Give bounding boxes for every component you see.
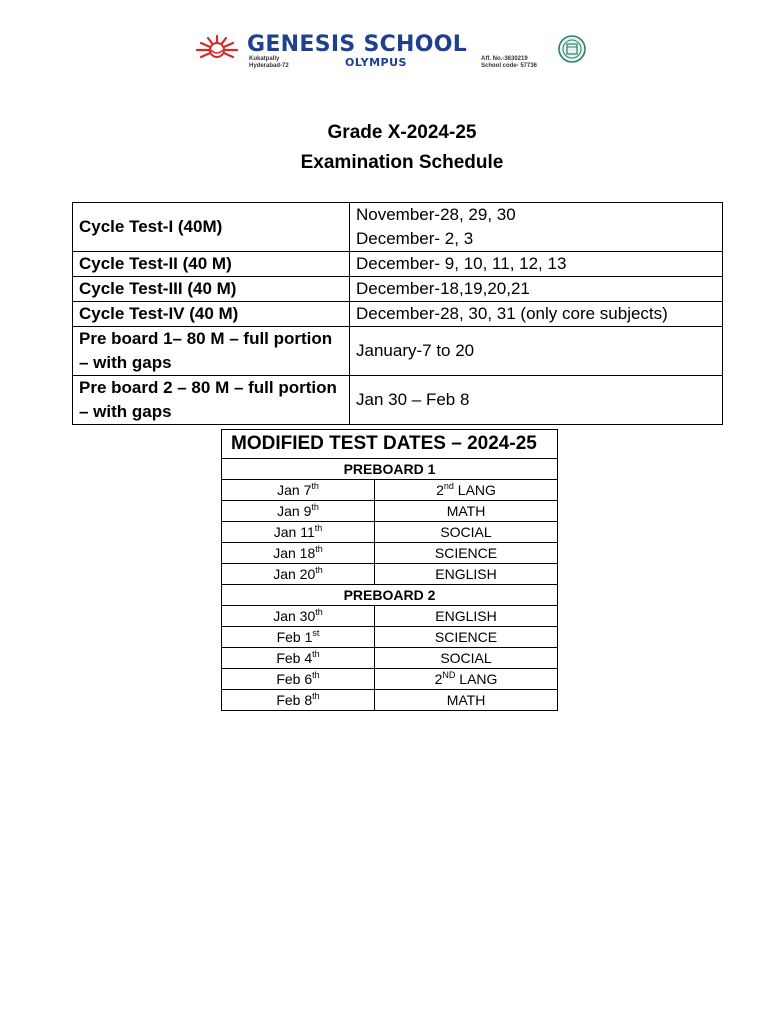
section-name: PREBOARD 1 bbox=[222, 459, 558, 480]
subject-suffix: ND bbox=[442, 670, 456, 680]
test-date bbox=[222, 522, 375, 543]
exam-date-line: Jan 30 – Feb 8 bbox=[356, 390, 470, 409]
modified-title: MODIFIED TEST DATES – 2024-25 bbox=[222, 430, 558, 459]
test-date bbox=[222, 480, 375, 501]
exam-name: Cycle Test-I (40M) bbox=[73, 203, 350, 252]
subject-text: MATH bbox=[446, 503, 486, 519]
date-suffix: th bbox=[312, 649, 320, 659]
school-name: GENESIS SCHOOL bbox=[247, 32, 468, 57]
board-emblem-icon bbox=[554, 34, 590, 64]
test-subject bbox=[375, 669, 558, 690]
date-suffix: th bbox=[315, 544, 323, 554]
test-date-row bbox=[222, 480, 558, 501]
date-suffix: th bbox=[312, 670, 320, 680]
exam-name: Pre board 1– 80 M – full portion – with gaps bbox=[73, 327, 350, 376]
date-text: Jan 18 bbox=[273, 545, 316, 561]
test-date bbox=[222, 669, 375, 690]
test-subject bbox=[375, 480, 558, 501]
subject-text: LANG bbox=[455, 671, 498, 687]
exam-name: Pre board 2 – 80 M – full portion – with gaps bbox=[73, 376, 350, 425]
subject-suffix: nd bbox=[443, 481, 454, 491]
date-text: Jan 30 bbox=[273, 608, 316, 624]
test-date-row bbox=[222, 669, 558, 690]
subject-text: LANG bbox=[453, 482, 496, 498]
test-date-row bbox=[222, 606, 558, 627]
subject-text: ENGLISH bbox=[435, 566, 497, 582]
exam-dates bbox=[350, 302, 723, 327]
exam-dates bbox=[350, 327, 723, 376]
test-date-row bbox=[222, 543, 558, 564]
exam-name: Cycle Test-III (40 M) bbox=[73, 277, 350, 302]
schedule-row bbox=[73, 252, 723, 277]
date-text: Jan 20 bbox=[273, 566, 316, 582]
test-date bbox=[222, 564, 375, 585]
school-affiliation: Aff. No.-3630219 School code- 57736 bbox=[481, 56, 538, 69]
schedule-row bbox=[73, 277, 723, 302]
date-suffix: th bbox=[311, 502, 319, 512]
modified-dates-table bbox=[221, 429, 558, 711]
test-date-row bbox=[222, 690, 558, 711]
date-suffix: th bbox=[311, 481, 319, 491]
schedule-row bbox=[73, 203, 723, 252]
exam-name: Cycle Test-II (40 M) bbox=[73, 252, 350, 277]
date-text: Feb 1 bbox=[276, 629, 313, 645]
test-subject bbox=[375, 501, 558, 522]
date-text: Feb 6 bbox=[276, 671, 313, 687]
modified-title-row bbox=[222, 430, 558, 459]
subject-text: SOCIAL bbox=[440, 524, 492, 540]
date-text: Feb 8 bbox=[276, 692, 313, 708]
test-date bbox=[222, 606, 375, 627]
subject-prefix: 2 bbox=[434, 671, 443, 687]
test-subject bbox=[375, 543, 558, 564]
exam-dates bbox=[350, 376, 723, 425]
date-suffix: th bbox=[315, 607, 323, 617]
test-date-row bbox=[222, 522, 558, 543]
test-date-row bbox=[222, 627, 558, 648]
title-schedule: Examination Schedule bbox=[300, 152, 504, 173]
test-date bbox=[222, 690, 375, 711]
date-suffix: th bbox=[314, 523, 323, 533]
test-subject bbox=[375, 648, 558, 669]
date-text: Feb 4 bbox=[276, 650, 313, 666]
exam-dates bbox=[350, 277, 723, 302]
test-subject bbox=[375, 606, 558, 627]
date-text: Jan 7 bbox=[277, 482, 312, 498]
test-subject bbox=[375, 564, 558, 585]
exam-date-line: January-7 to 20 bbox=[356, 341, 475, 360]
sun-logo-icon bbox=[193, 34, 243, 64]
test-date-row bbox=[222, 564, 558, 585]
test-date bbox=[222, 627, 375, 648]
exam-date-line: December-18,19,20,21 bbox=[356, 279, 530, 298]
school-header bbox=[0, 32, 768, 74]
test-subject bbox=[375, 522, 558, 543]
test-date bbox=[222, 501, 375, 522]
schedule-row bbox=[73, 327, 723, 376]
exam-date-line: December- 2, 3 bbox=[356, 229, 474, 248]
exam-date-line: November-28, 29, 30 bbox=[356, 205, 516, 224]
date-suffix: th bbox=[315, 565, 323, 575]
test-date-row bbox=[222, 501, 558, 522]
test-date bbox=[222, 648, 375, 669]
test-subject bbox=[375, 690, 558, 711]
test-date-row bbox=[222, 648, 558, 669]
section-name: PREBOARD 2 bbox=[222, 585, 558, 606]
date-text: Jan 9 bbox=[277, 503, 312, 519]
document-title bbox=[0, 118, 768, 178]
schedule-row bbox=[73, 376, 723, 425]
school-branch: OLYMPUS bbox=[345, 56, 407, 69]
title-grade: Grade X-2024-25 bbox=[327, 122, 477, 143]
subject-text: MATH bbox=[446, 692, 486, 708]
subject-text: SCIENCE bbox=[434, 629, 498, 645]
exam-dates bbox=[350, 203, 723, 252]
exam-dates bbox=[350, 252, 723, 277]
exam-name: Cycle Test-IV (40 M) bbox=[73, 302, 350, 327]
section-header-row bbox=[222, 459, 558, 480]
exam-date-line: December- 9, 10, 11, 12, 13 bbox=[356, 254, 567, 273]
subject-prefix: 2 bbox=[436, 482, 444, 498]
date-suffix: st bbox=[312, 628, 320, 638]
school-address: Kukatpally Hyderabad-72 bbox=[249, 56, 289, 69]
test-subject bbox=[375, 627, 558, 648]
schedule-row bbox=[73, 302, 723, 327]
section-header-row bbox=[222, 585, 558, 606]
subject-text: SCIENCE bbox=[434, 545, 498, 561]
date-text: Jan 11 bbox=[273, 524, 315, 540]
subject-text: ENGLISH bbox=[435, 608, 497, 624]
test-date bbox=[222, 543, 375, 564]
date-suffix: th bbox=[312, 691, 320, 701]
exam-schedule-table bbox=[72, 202, 723, 425]
exam-date-line: December-28, 30, 31 (only core subjects) bbox=[356, 304, 668, 323]
subject-text: SOCIAL bbox=[440, 650, 492, 666]
